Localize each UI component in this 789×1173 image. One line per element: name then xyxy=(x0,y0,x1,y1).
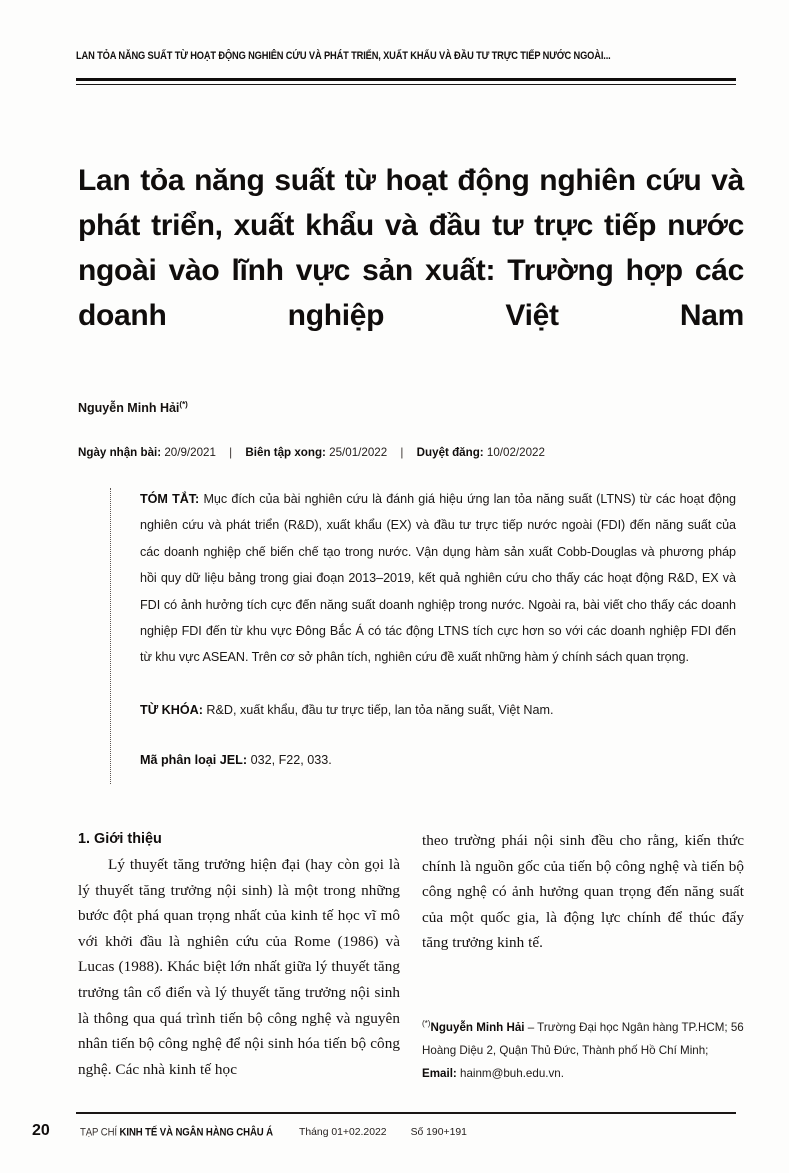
page-title: Lan tỏa năng suất từ hoạt động nghiên cứu và phát triển, xuất khẩu và đầu tư trực tiếp nước ngoài vào lĩnh vực sản xuất: Trường hợp các doanh nghiệp Việt Nam xyxy=(78,164,744,332)
abstract-label: TÓM TẮT: xyxy=(140,492,200,506)
body-paragraph-right: theo trường phái nội sinh đều cho rằng, kiến thức chính là nguồn gốc của tiến bộ công nghệ và tiến bộ công nghệ có ảnh hưởng quan trọng đến năng suất của một quốc gia, là động lực chính để thúc đẩy tăng trưởng kinh tế. xyxy=(422,832,744,952)
date-separator-2: | xyxy=(400,446,404,459)
keywords-label: TỪ KHÓA: xyxy=(140,702,203,717)
footnote-affiliation: – Trường Đại học Ngân hàng TP.HCM; 56 Hoàng Diệu 2, Quận Thủ Đức, Thành phố Hồ Chí Minh; xyxy=(422,1021,744,1057)
date-separator-1: | xyxy=(229,446,233,459)
body-paragraph-left: Lý thuyết tăng trưởng hiện đại (hay còn gọi là lý thuyết tăng trưởng nội sinh) là một trong những bước đột phá quan trọng nhất của kinh tế học vĩ mô với khởi đầu là nghiên cứu của Rome (1986) và Lucas (1988). Khác biệt lớn nhất giữa lý thuyết tăng trưởng tân cổ điển và lý thuyết tăng trưởng nội sinh là thông qua quá trình tiến bộ công nghệ và nguyên nhân tiến bộ công nghệ để nội sinh hóa tiến bộ công nghệ. Các nhà kinh tế học xyxy=(78,856,400,1078)
footer-rule xyxy=(76,1112,736,1114)
footnote-marker: (*) xyxy=(422,1019,431,1028)
abstract-text: Mục đích của bài nghiên cứu là đánh giá hiệu ứng lan tỏa năng suất (LTNS) từ các hoạt động nghiên cứu và phát triển (R&D), xuất khẩu (EX) và đầu tư trực tiếp nước ngoài (FDI) đến năng suất của các doanh nghiệp chế biến chế tạo trong nước. Vận dụng hàm sản xuất Cobb-Douglas và phương pháp hồi quy dữ liệu bảng trong giai đoạn 2013–2019, kết quả nghiên cứu cho thấy các hoạt động R&D, EX và FDI có ảnh hưởng tích cực đến năng suất doanh nghiệp trong nước. Ngoài ra, bài viết cho thấy các doanh nghiệp FDI đến từ khu vực Đông Bắc Á có tác động LTNS tích cực hơn so với các doanh nghiệp FDI đến từ khu vực ASEAN. Trên cơ sở phân tích, nghiên cứu đề xuất những hàm ý chính sách quan trọng. xyxy=(140,492,737,665)
title-block xyxy=(78,158,744,383)
author-footnote xyxy=(422,1012,744,1085)
author-name-text: Nguyễn Minh Hải xyxy=(78,401,180,415)
jel-line xyxy=(140,747,736,773)
body-column-left xyxy=(78,828,400,1082)
header-rule-thin xyxy=(76,84,736,85)
issue-number: Số 190+191 xyxy=(410,1127,467,1138)
running-head-text: LAN TỎA NĂNG SUẤT TỪ HOẠT ĐỘNG NGHIÊN CỨU VÀ PHÁT TRIỂN, XUẤT KHẨU VÀ ĐẦU TƯ TRỰC TIẾP NƯỚC NGOÀI... xyxy=(76,49,611,62)
approved-label: Duyệt đăng: xyxy=(416,446,484,459)
footnote-email-label: Email: xyxy=(422,1067,457,1080)
keywords-text: R&D, xuất khẩu, đầu tư trực tiếp, lan tỏa năng suất, Việt Nam. xyxy=(206,702,554,717)
edited-label: Biên tập xong: xyxy=(245,446,326,459)
received-value: 20/9/2021 xyxy=(164,446,216,459)
jel-label: Mã phân loại JEL: xyxy=(140,753,248,768)
journal-name-bold: KINH TẾ VÀ NGÂN HÀNG CHÂU Á xyxy=(119,1126,274,1139)
footnote-email[interactable]: hainm@buh.edu.vn. xyxy=(456,1067,564,1080)
abstract-dotted-rule xyxy=(110,488,111,784)
issue-date: Tháng 01+02.2022 xyxy=(299,1127,387,1138)
received-label: Ngày nhận bài: xyxy=(78,446,162,459)
author-name xyxy=(78,400,188,415)
edited-value: 25/01/2022 xyxy=(329,446,388,459)
publication-dates xyxy=(78,446,545,459)
header-rule-thick xyxy=(76,78,736,81)
jel-text: 032, F22, 033. xyxy=(250,753,332,768)
page-footer xyxy=(32,1122,752,1140)
footnote-author: Nguyễn Minh Hải xyxy=(430,1021,525,1034)
section-heading-introduction: 1. Giới thiệu xyxy=(78,831,162,847)
page-number: 20 xyxy=(32,1122,50,1139)
abstract-paragraph xyxy=(140,486,736,671)
author-footnote-marker: (*) xyxy=(179,400,188,409)
abstract-body xyxy=(140,486,736,774)
journal-name-light: TẠP CHÍ xyxy=(80,1126,120,1139)
keywords-line xyxy=(140,697,736,723)
running-head xyxy=(76,48,736,60)
journal-name xyxy=(80,1126,273,1139)
abstract-block xyxy=(110,486,744,774)
approved-value: 10/02/2022 xyxy=(486,446,545,459)
body-column-right xyxy=(422,828,744,956)
